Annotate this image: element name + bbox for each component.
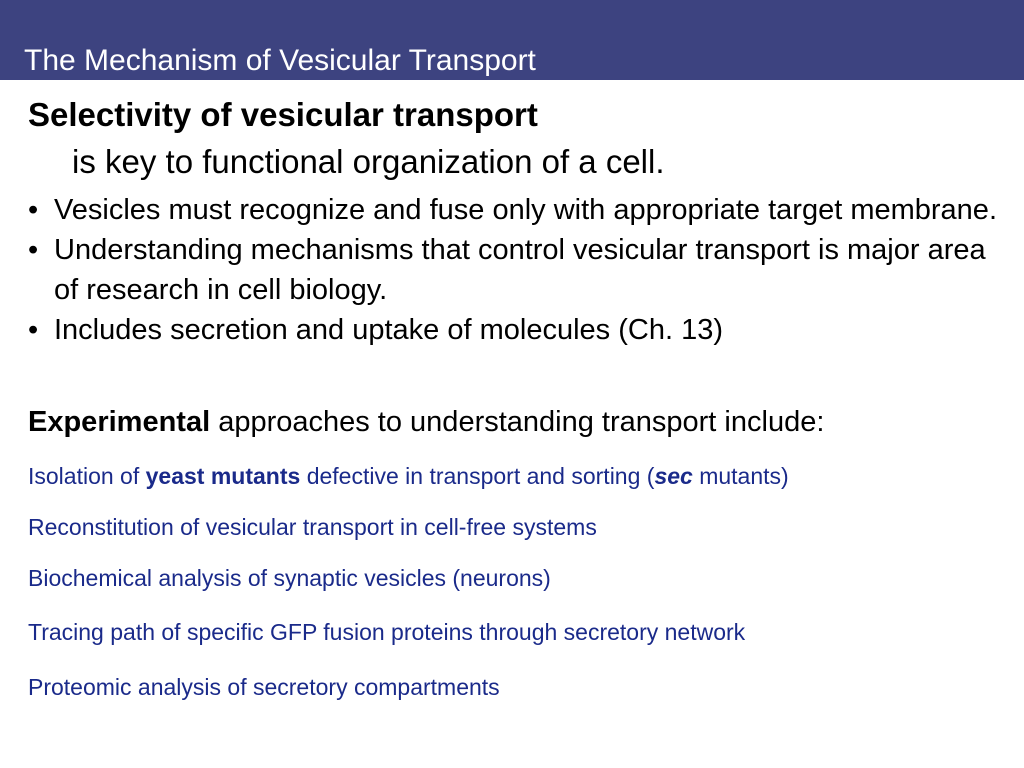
bullet-item [28, 230, 1003, 310]
bullet-dot: • [28, 234, 39, 266]
approach-item-yeast-mutants [28, 461, 789, 491]
approach-item-reconstitution: Reconstitution of vesicular transport in cell-free systems [28, 514, 597, 540]
approach-pre: Isolation of [28, 463, 146, 489]
main-heading: Selectivity of vesicular transport [28, 96, 538, 133]
bullet-dot: • [28, 314, 39, 346]
experimental-rest: approaches to understanding transport include: [210, 406, 825, 438]
bullet-item [28, 190, 1003, 230]
experimental-bold: Experimental [28, 406, 211, 438]
slide-title: The Mechanism of Vesicular Transport [24, 44, 536, 77]
bullet-text: Understanding mechanisms that control vesicular transport is major area of research in cell biology. [54, 234, 986, 306]
bullet-list [28, 190, 1003, 350]
bullet-text: Vesicles must recognize and fuse only with appropriate target membrane. [54, 194, 997, 226]
approach-mid: defective in transport and sorting ( [300, 463, 655, 489]
bullet-dot: • [28, 194, 39, 226]
experimental-line [28, 402, 824, 442]
bullet-item [28, 310, 1003, 350]
slide-header [0, 0, 1024, 80]
approach-item-gfp-tracing: Tracing path of specific GFP fusion proteins through secretory network [28, 619, 746, 645]
approach-item-proteomic: Proteomic analysis of secretory compartments [28, 674, 500, 700]
approach-post: mutants) [692, 463, 789, 489]
bullet-text: Includes secretion and uptake of molecules (Ch. 13) [54, 314, 723, 346]
approach-bold: yeast mutants [145, 463, 301, 489]
main-subheading: is key to functional organization of a cell. [72, 143, 665, 180]
approach-italic: sec [654, 463, 693, 489]
approach-item-biochemical: Biochemical analysis of synaptic vesicles (neurons) [28, 565, 551, 591]
